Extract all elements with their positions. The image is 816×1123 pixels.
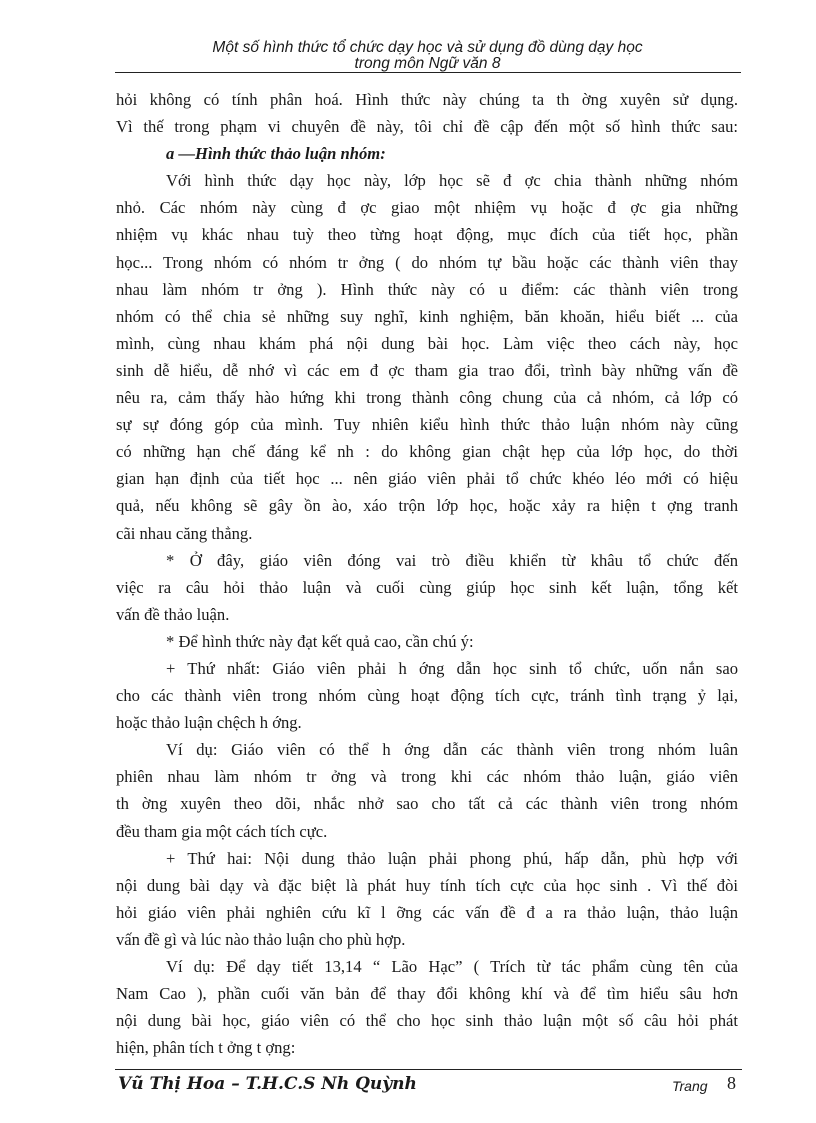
text-line: nhau làm nhóm tr ởng ). Hình thức này có u điểm: các thành viên trong [116, 279, 738, 299]
text-line: * Ở đây, giáo viên đóng vai trò điều khiển từ khâu tổ chức đến [166, 550, 738, 570]
text-line: hỏi không có tính phân hoá. Hình thức này chúng ta th ờng xuyên sử dụng. [116, 90, 738, 109]
text-line: nội dung bài dạy và đặc biệt là phát huy tính tích cực của học sinh . Vì thế đòi [116, 875, 738, 895]
footer-page-label: Trang [672, 1078, 708, 1094]
text-line: nhiệm vụ khác nhau tuỳ theo từng hoạt động, mục đích của tiết học, phần [116, 225, 738, 245]
text-line: Với hình thức dạy học này, lớp học sẽ đ ợc chia thành những nhóm [166, 171, 738, 191]
page-number: 8 [727, 1073, 736, 1093]
text-line: nhóm có thể chia sẻ những suy nghĩ, kinh nghiệm, băn khoăn, hiểu biết ... của [116, 306, 738, 326]
text-line: hiện, phân tích t ởng t ợng: [116, 1038, 296, 1058]
text-line: nêu ra, cảm thấy hào hứng khi trong thành công chung của cả nhóm, cả lớp có [116, 388, 738, 408]
text-line: cãi nhau căng thẳng. [116, 523, 253, 543]
text-line: * Để hình thức này đạt kết quả cao, cần chú ý: [166, 631, 474, 651]
section-heading: a —Hình thức thảo luận nhóm: [166, 144, 386, 164]
text-line: việc ra câu hỏi thảo luận và cuối cùng giúp học sinh kết luận, tổng kết [116, 577, 738, 597]
text-line: vấn đề gì và lúc nào thảo luận cho phù hợp. [116, 929, 406, 949]
text-line: học... Trong nhóm có nhóm tr ởng ( do nhóm tự bầu hoặc các thành viên thay [116, 252, 738, 272]
header-title-line-1: Một số hình thức tổ chức dạy học và sử dụng đồ dùng dạy học [212, 39, 643, 56]
text-line: + Thứ nhất: Giáo viên phải h ớng dẫn học sinh tổ chức, uốn nắn sao [166, 658, 738, 678]
text-line: gian hạn định của tiết học ... nên giáo viên phải tổ chức khéo léo mới có hiệu [116, 469, 738, 489]
text-line: có những hạn chế đáng kể nh : do không gian chật hẹp của lớp học, do thời [116, 442, 738, 462]
document-body [116, 86, 738, 1061]
text-line: + Thứ hai: Nội dung thảo luận phải phong phú, hấp dẫn, phù hợp với [166, 848, 738, 868]
text-line: Ví dụ: Giáo viên có thể h ớng dẫn các thành viên trong nhóm luân [166, 740, 738, 760]
header-title-line-2: trong môn Ngữ văn 8 [354, 55, 501, 72]
text-line: hoặc thảo luận chệch h ớng. [116, 713, 302, 733]
text-line: Nam Cao ), phần cuối văn bản để thay đổi không khí và để tìm hiểu sâu hơn [116, 984, 738, 1004]
text-line: sinh dễ hiểu, dễ nhớ vì các em đ ợc tham gia trao đổi, trình bày những vấn đề [116, 360, 738, 380]
text-line: Ví dụ: Để dạy tiết 13,14 “ Lão Hạc” ( Trích từ tác phẩm cùng tên của [166, 957, 738, 976]
footer-author: Vũ Thị Hoa – T.H.C.S Nh Quỳnh [118, 1074, 417, 1094]
page-header [115, 40, 740, 72]
header-rule [115, 72, 741, 73]
text-line: nhỏ. Các nhóm này cùng đ ợc giao một nhiệm vụ hoặc đ ợc gia những [116, 198, 738, 218]
text-line: vấn đề thảo luận. [116, 604, 230, 624]
text-line: nội dung bài học, giáo viên có thể cho học sinh thảo luận một số câu hỏi phát [116, 1011, 738, 1031]
text-line: th ờng xuyên theo dõi, nhắc nhở sao cho tất cả các thành viên trong nhóm [116, 794, 738, 814]
text-line: quả, nếu không sẽ gây ồn ào, xáo trộn lớp học, hoặc xảy ra hiện t ợng tranh [116, 496, 738, 516]
text-line: hỏi giáo viên phải nghiên cứu kĩ l ỡng các vấn đề đ a ra thảo luận, thảo luận [116, 902, 738, 922]
text-line: phiên nhau làm nhóm tr ởng và trong khi các nhóm thảo luận, giáo viên [116, 767, 738, 787]
footer-rule [115, 1069, 742, 1070]
text-line: Vì thế trong phạm vi chuyên đề này, tôi chỉ đề cập đến một số hình thức sau: [116, 117, 738, 137]
text-line: sự sự đóng góp của mình. Tuy nhiên kiểu hình thức thảo luận nhóm này cũng [116, 415, 738, 435]
text-line: đều tham gia một cách tích cực. [116, 821, 328, 841]
text-line: mình, cùng nhau khám phá nội dung bài học. Làm việc theo cách này, học [116, 333, 738, 353]
text-line: cho các thành viên trong nhóm cùng hoạt động tích cực, tránh tình trạng ỷ lại, [116, 686, 738, 706]
